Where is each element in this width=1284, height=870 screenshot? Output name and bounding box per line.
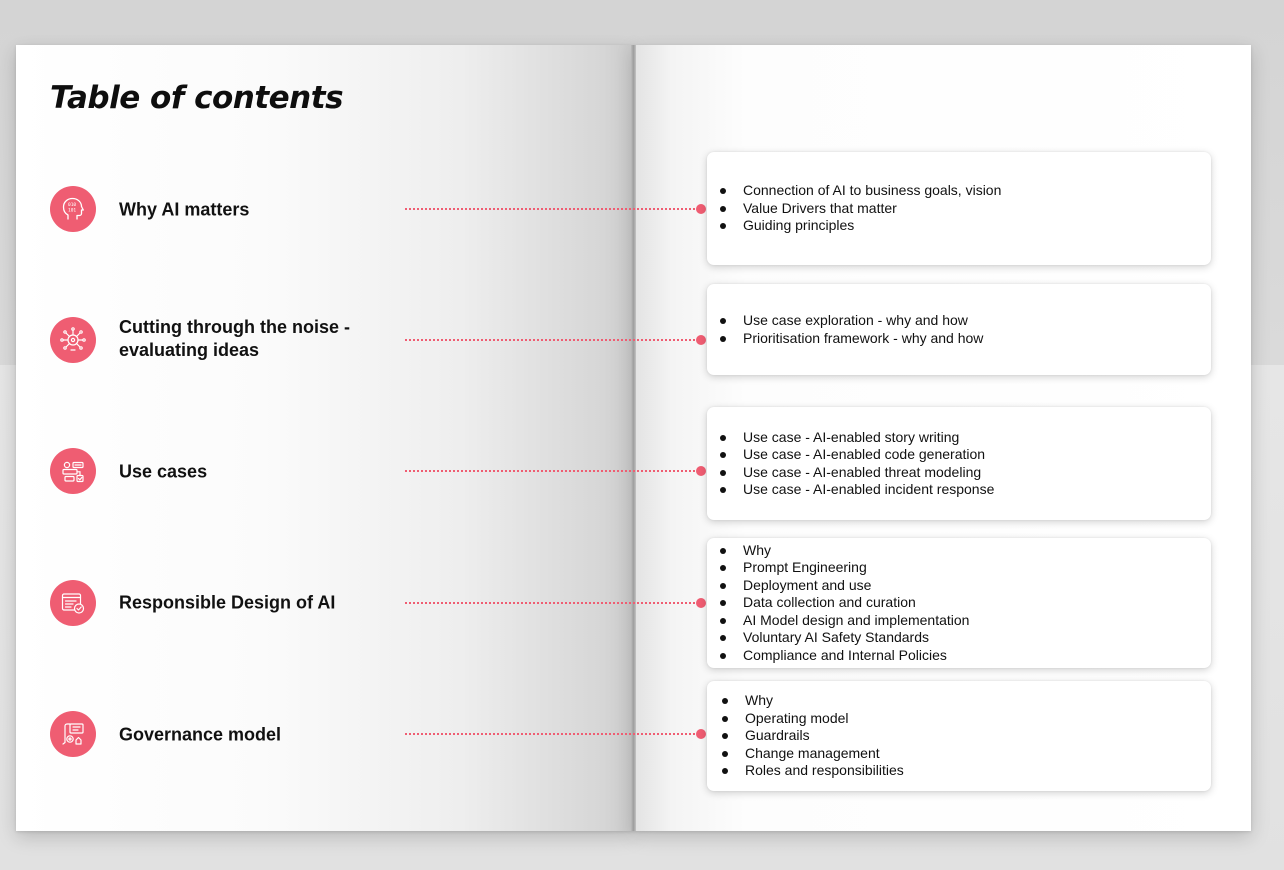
- list-item: Voluntary AI Safety Standards: [719, 629, 1211, 647]
- list-item: Use case - AI-enabled code generation: [719, 446, 1211, 464]
- section-title-responsible-design-of-ai[interactable]: Responsible Design of AI: [119, 592, 336, 613]
- connector-line-governance-model: [405, 733, 703, 735]
- list-item: Use case - AI-enabled threat modeling: [719, 464, 1211, 482]
- list-item: Operating model: [721, 710, 1211, 728]
- governance-icon: [50, 711, 96, 757]
- list-item: AI Model design and implementation: [719, 612, 1211, 630]
- section-title-cutting-through-the-noise[interactable]: Cutting through the noise - evaluating ideas: [119, 317, 350, 360]
- list-item: Use case - AI-enabled story writing: [719, 429, 1211, 447]
- connector-dot-cutting-through-the-noise: [696, 335, 706, 345]
- connector-dot-use-cases: [696, 466, 706, 476]
- card-cutting-through-the-noise: [707, 284, 1211, 375]
- list-item: Use case - AI-enabled incident response: [719, 481, 1211, 499]
- list-item: Compliance and Internal Policies: [719, 647, 1211, 665]
- list-item: Guardrails: [721, 727, 1211, 745]
- connector-line-responsible-design-of-ai: [405, 602, 703, 604]
- book-spine: [631, 45, 636, 831]
- list-item: Data collection and curation: [719, 594, 1211, 612]
- card-why-ai-matters: [707, 152, 1211, 265]
- list-item: Roles and responsibilities: [721, 762, 1211, 780]
- card-governance-model: [707, 681, 1211, 791]
- list-item: Deployment and use: [719, 577, 1211, 595]
- bullet-list-responsible-design-of-ai: [707, 542, 1211, 665]
- bullet-list-use-cases: [707, 429, 1211, 499]
- connector-dot-governance-model: [696, 729, 706, 739]
- bullet-list-why-ai-matters: [707, 182, 1211, 235]
- section-title-why-ai-matters[interactable]: Why AI matters: [119, 199, 250, 220]
- bullet-list-governance-model: [707, 692, 1211, 780]
- svg-text:010: 010: [68, 203, 77, 208]
- connector-line-use-cases: [405, 470, 703, 472]
- list-item: Value Drivers that matter: [719, 200, 1211, 218]
- connector-line-why-ai-matters: [405, 208, 703, 210]
- svg-text:101: 101: [68, 208, 77, 214]
- left-page: [16, 45, 634, 831]
- list-item: Why: [719, 542, 1211, 560]
- connector-dot-responsible-design-of-ai: [696, 598, 706, 608]
- checklist-icon: [50, 580, 96, 626]
- bullet-list-cutting-through-the-noise: [707, 312, 1211, 347]
- ai-head-icon: [50, 186, 96, 232]
- list-item: Use case exploration - why and how: [719, 312, 1211, 330]
- connector-dot-why-ai-matters: [696, 204, 706, 214]
- card-responsible-design-of-ai: [707, 538, 1211, 668]
- page-title: Table of contents: [50, 80, 344, 116]
- section-title-governance-model[interactable]: Governance model: [119, 724, 282, 745]
- workflow-icon: [50, 448, 96, 494]
- network-brain-icon: [50, 317, 96, 363]
- card-use-cases: [707, 407, 1211, 520]
- section-title-use-cases[interactable]: Use cases: [119, 461, 208, 482]
- list-item: Connection of AI to business goals, vision: [719, 182, 1211, 200]
- list-item: Guiding principles: [719, 217, 1211, 235]
- list-item: Prioritisation framework - why and how: [719, 330, 1211, 348]
- list-item: Why: [721, 692, 1211, 710]
- list-item: Prompt Engineering: [719, 559, 1211, 577]
- list-item: Change management: [721, 745, 1211, 763]
- connector-line-cutting-through-the-noise: [405, 339, 703, 341]
